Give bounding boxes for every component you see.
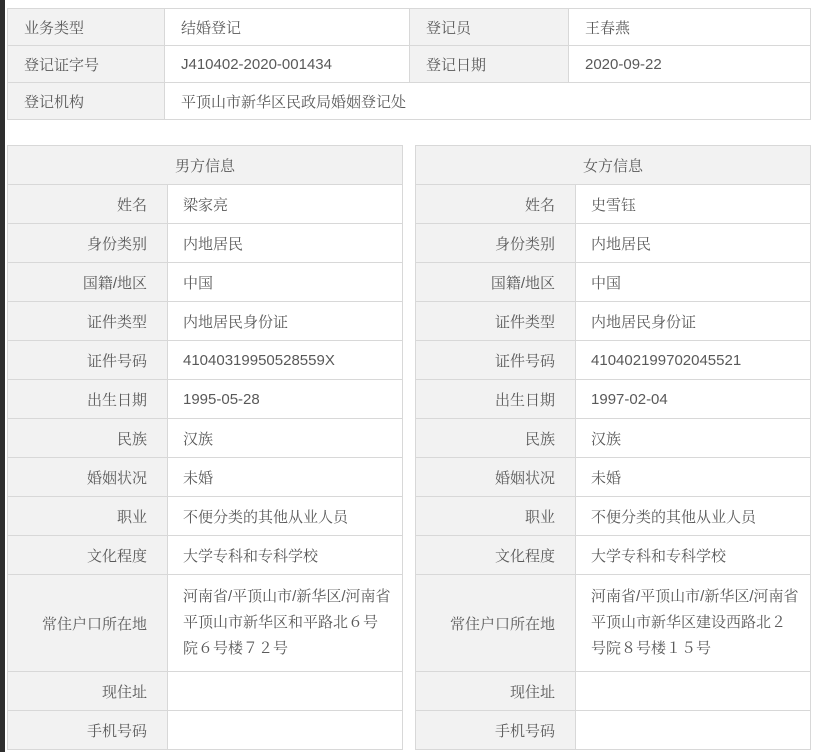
field-label-nationality: 国籍/地区 [416,263,576,302]
field-label-birth-date: 出生日期 [8,380,168,419]
table-row [416,185,811,224]
table-row [8,9,811,46]
window-left-edge [0,0,5,752]
table-row [416,224,811,263]
table-row [8,83,811,120]
table-row [416,302,811,341]
table-row [8,419,403,458]
field-value-occupation: 不便分类的其他从业人员 [168,497,403,536]
field-label-current-address: 现住址 [416,672,576,711]
field-label-ethnicity: 民族 [8,419,168,458]
table-row [8,458,403,497]
table-row [416,497,811,536]
female-info-table [415,145,811,750]
field-label-current-address: 现住址 [8,672,168,711]
field-label-id-number: 证件号码 [8,341,168,380]
table-row [416,575,811,672]
male-info-title: 男方信息 [8,146,403,185]
person-info-section [7,145,810,750]
field-value-id-type: 内地居民身份证 [168,302,403,341]
table-row [8,536,403,575]
field-value-id-number: 410402199702045521 [576,341,811,380]
field-value-name: 史雪钰 [576,185,811,224]
field-label-ethnicity: 民族 [416,419,576,458]
field-value-name: 梁家亮 [168,185,403,224]
field-value-marital-status: 未婚 [168,458,403,497]
field-label-id-number: 证件号码 [416,341,576,380]
registration-date-value: 2020-09-22 [569,46,811,83]
female-info-title: 女方信息 [416,146,811,185]
table-row [416,458,811,497]
field-value-id-type: 内地居民身份证 [576,302,811,341]
field-value-occupation: 不便分类的其他从业人员 [576,497,811,536]
table-row [8,46,811,83]
field-label-name: 姓名 [8,185,168,224]
field-label-household-address: 常住户口所在地 [416,575,576,672]
field-label-mobile-number: 手机号码 [8,711,168,750]
registration-date-label: 登记日期 [410,46,569,83]
field-value-nationality: 中国 [576,263,811,302]
field-value-education: 大学专科和专科学校 [168,536,403,575]
field-value-household-address: 河南省/平顶山市/新华区/河南省平顶山市新华区和平路北６号院６号楼７２号 [168,575,403,672]
registration-agency-value: 平顶山市新华区民政局婚姻登记处 [165,83,811,120]
table-row [8,302,403,341]
certificate-number-label: 登记证字号 [8,46,165,83]
field-label-birth-date: 出生日期 [416,380,576,419]
field-value-mobile-number [168,711,403,750]
field-value-id-number: 41040319950528559X [168,341,403,380]
table-header-row [416,146,811,185]
certificate-number-value: J410402-2020-001434 [165,46,410,83]
field-label-mobile-number: 手机号码 [416,711,576,750]
registration-agency-label: 登记机构 [8,83,165,120]
field-value-mobile-number [576,711,811,750]
field-label-education: 文化程度 [8,536,168,575]
field-label-marital-status: 婚姻状况 [416,458,576,497]
table-row [8,341,403,380]
table-row [416,263,811,302]
registration-summary-table [7,8,811,120]
field-value-ethnicity: 汉族 [168,419,403,458]
table-row [8,672,403,711]
field-value-identity-category: 内地居民 [168,224,403,263]
table-row [8,575,403,672]
table-row [416,419,811,458]
table-row [416,341,811,380]
table-row [416,672,811,711]
field-label-identity-category: 身份类别 [416,224,576,263]
table-row [416,536,811,575]
table-row [8,711,403,750]
field-label-education: 文化程度 [416,536,576,575]
male-info-table [7,145,403,750]
table-row [8,263,403,302]
table-header-row [8,146,403,185]
field-value-household-address: 河南省/平顶山市/新华区/河南省平顶山市新华区建设西路北２号院８号楼１５号 [576,575,811,672]
table-row [416,380,811,419]
business-type-value: 结婚登记 [165,9,410,46]
field-label-id-type: 证件类型 [8,302,168,341]
field-label-occupation: 职业 [416,497,576,536]
table-row [8,185,403,224]
field-value-education: 大学专科和专科学校 [576,536,811,575]
field-label-nationality: 国籍/地区 [8,263,168,302]
table-row [8,497,403,536]
field-label-identity-category: 身份类别 [8,224,168,263]
field-value-ethnicity: 汉族 [576,419,811,458]
registrar-value: 王春燕 [569,9,811,46]
table-row [8,224,403,263]
record-content [7,8,810,750]
field-label-marital-status: 婚姻状况 [8,458,168,497]
table-row [8,380,403,419]
field-value-current-address [168,672,403,711]
field-value-nationality: 中国 [168,263,403,302]
field-value-marital-status: 未婚 [576,458,811,497]
field-value-identity-category: 内地居民 [576,224,811,263]
field-label-household-address: 常住户口所在地 [8,575,168,672]
field-value-current-address [576,672,811,711]
field-label-occupation: 职业 [8,497,168,536]
registrar-label: 登记员 [410,9,569,46]
field-value-birth-date: 1997-02-04 [576,380,811,419]
business-type-label: 业务类型 [8,9,165,46]
field-value-birth-date: 1995-05-28 [168,380,403,419]
field-label-id-type: 证件类型 [416,302,576,341]
field-label-name: 姓名 [416,185,576,224]
table-row [416,711,811,750]
